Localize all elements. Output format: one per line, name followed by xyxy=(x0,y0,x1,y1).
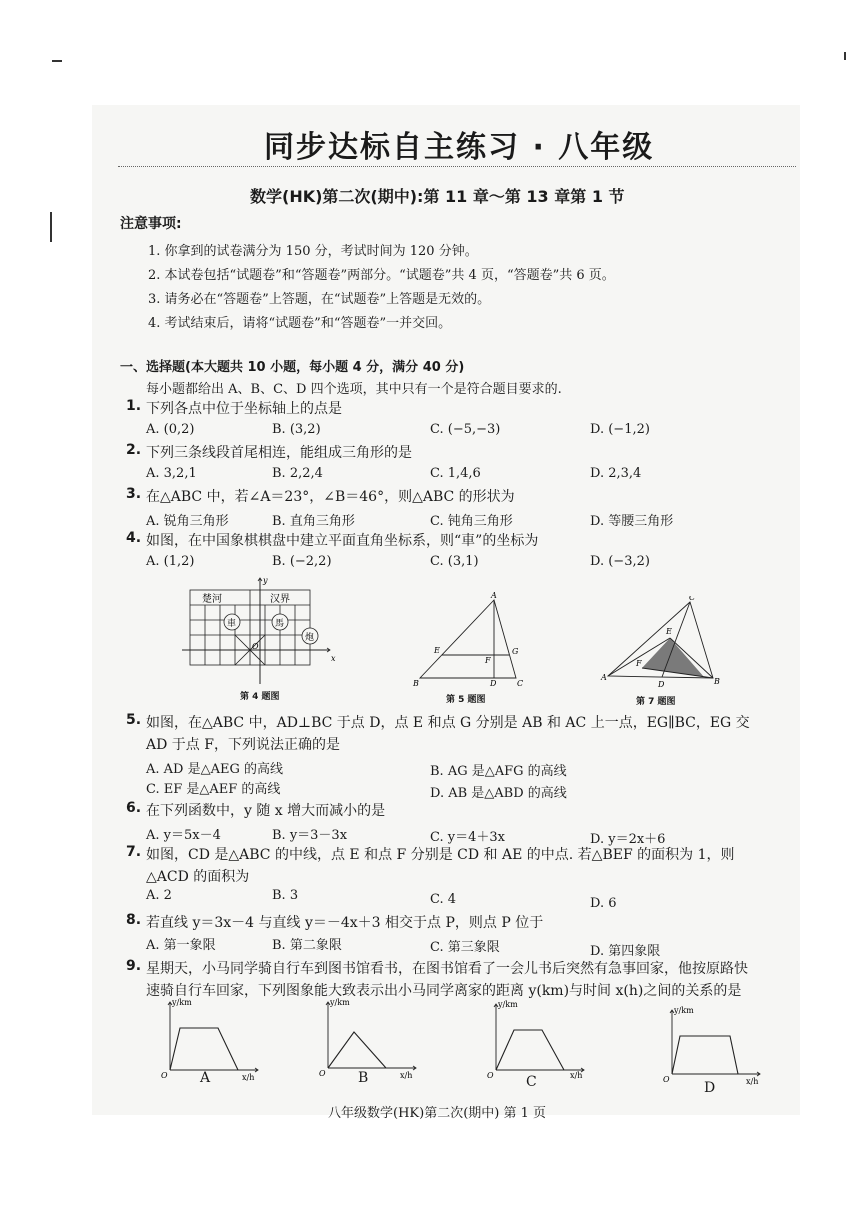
question-number: 8. xyxy=(126,912,142,928)
question-number: 9. xyxy=(126,958,142,974)
note-item: 3. 请务必在“答题卷”上答题，在“试题卷”上答题是无效的。 xyxy=(148,292,491,307)
graph-option-b xyxy=(316,996,426,1088)
piece-ma: 馬 xyxy=(275,619,285,629)
section-intro: 每小题都给出 A、B、C、D 四个选项，其中只有一个是符合题目要求的. xyxy=(146,382,562,397)
page-title: 同步达标自主练习 · 八年级 xyxy=(264,130,655,165)
question-stem: 星期天，小马同学骑自行车到图书馆看书，在图书馆看了一会儿书后突然有急事回家，他按原路快 xyxy=(146,961,748,977)
point-e-label: E xyxy=(434,646,440,655)
question-number: 4. xyxy=(126,530,142,546)
origin-label: O xyxy=(161,1071,168,1080)
section-heading: 一、选择题(本大题共 10 小题，每小题 4 分，满分 40 分) xyxy=(120,360,465,375)
note-item: 1. 你拿到的试卷满分为 150 分，考试时间为 120 分钟。 xyxy=(148,244,478,259)
option-c: C. y＝4＋3x xyxy=(430,830,505,845)
option-b: B. y＝3－3x xyxy=(272,828,348,843)
question-number: 5. xyxy=(126,712,142,728)
option-a: A. 第一象限 xyxy=(146,938,216,953)
x-axis-label: x xyxy=(331,654,336,663)
option-d: D. 6 xyxy=(590,896,617,911)
question-stem: 若直线 y＝3x－4 与直线 y＝－4x＋3 相交于点 P，则点 P 位于 xyxy=(146,915,544,931)
question-stem-cont: AD 于点 F，下列说法正确的是 xyxy=(146,737,340,753)
option-b: B. 3 xyxy=(272,888,299,903)
point-e-label: E xyxy=(666,627,672,636)
question-stem: 下列三条线段首尾相连，能组成三角形的是 xyxy=(146,445,412,461)
river-left-label: 楚河 xyxy=(202,594,222,605)
option-d: D. AB 是△ABD 的高线 xyxy=(430,786,567,801)
option-d: D. 2,3,4 xyxy=(590,466,642,481)
x-axis-label: x/h xyxy=(242,1073,255,1082)
option-c: C. (3,1) xyxy=(430,554,479,569)
graph-label-d: D xyxy=(704,1080,716,1096)
option-a: A. 3,2,1 xyxy=(146,466,197,481)
vertex-a-label: A xyxy=(601,673,607,682)
origin-label: O xyxy=(663,1075,670,1084)
question-number: 7. xyxy=(126,844,142,860)
option-a: A. y＝5x－4 xyxy=(146,828,221,843)
option-c: C. 第三象限 xyxy=(430,940,500,955)
graph-label-a: A xyxy=(200,1070,211,1086)
option-a: A. (0,2) xyxy=(146,422,195,437)
piece-che: 車 xyxy=(227,619,237,629)
option-d: D. 等腰三角形 xyxy=(590,514,674,529)
vertex-b-label: B xyxy=(413,679,419,688)
graph-label-c: C xyxy=(526,1074,537,1090)
question-stem: 下列各点中位于坐标轴上的点是 xyxy=(146,401,342,417)
y-axis-label: y/km xyxy=(172,998,192,1007)
point-d-label: D xyxy=(658,680,665,688)
option-c: C. 钝角三角形 xyxy=(430,514,513,529)
scan-mark xyxy=(52,60,62,62)
notes-heading: 注意事项: xyxy=(120,216,182,232)
option-d: D. y＝2x＋6 xyxy=(590,832,666,847)
scan-mark xyxy=(50,212,52,242)
option-b: B. AG 是△AFG 的高线 xyxy=(430,764,567,779)
figure-5-triangle xyxy=(412,592,537,688)
note-item: 2. 本试卷包括“试题卷”和“答题卷”两部分。“试题卷”共 4 页，“答题卷”共 6 页。 xyxy=(148,268,615,283)
option-c: C. EF 是△AEF 的高线 xyxy=(146,782,281,797)
question-number: 6. xyxy=(126,800,142,816)
y-axis-label: y/km xyxy=(498,1000,518,1009)
question-stem: 在△ABC 中，若∠A＝23°，∠B＝46°，则△ABC 的形状为 xyxy=(146,489,515,505)
x-axis-label: x/h xyxy=(400,1071,413,1080)
graph-label-b: B xyxy=(358,1070,369,1086)
figure-7-triangle xyxy=(600,596,725,688)
option-c: C. (−5,−3) xyxy=(430,422,501,437)
option-a: A. AD 是△AEG 的高线 xyxy=(146,762,283,777)
page-subtitle: 数学(HK)第二次(期中):第 11 章～第 13 章第 1 节 xyxy=(250,187,625,206)
option-c: C. 4 xyxy=(430,892,457,907)
question-number: 3. xyxy=(126,486,142,502)
figure-7-caption: 第 7 题图 xyxy=(636,697,676,707)
question-stem: 如图，CD 是△ABC 的中线，点 E 和点 F 分别是 CD 和 AE 的中点. 若△BEF 的面积为 1，则 xyxy=(146,847,735,863)
figure-4-chessboard xyxy=(180,574,340,694)
vertex-a-label: A xyxy=(491,592,497,600)
question-stem-cont: 速骑自行车回家，下列图象能大致表示出小马同学离家的距离 y(km)与时间 x(h)之间的关系的是 xyxy=(146,983,742,999)
x-axis-label: x/h xyxy=(746,1077,759,1086)
river-right-label: 汉界 xyxy=(270,594,290,605)
option-b: B. 直角三角形 xyxy=(272,514,355,529)
shaded-triangle xyxy=(642,638,704,677)
point-f-label: F xyxy=(485,656,491,665)
note-item: 4. 考试结束后，请将“试题卷”和“答题卷”一并交回。 xyxy=(148,316,452,331)
graph-option-a xyxy=(158,996,268,1088)
figure-4-caption: 第 4 题图 xyxy=(240,692,280,702)
option-a: A. 2 xyxy=(146,888,172,903)
point-g-label: G xyxy=(512,647,519,656)
vertex-c-label: C xyxy=(689,596,696,602)
option-b: B. (3,2) xyxy=(272,422,321,437)
y-axis-label: y xyxy=(263,576,268,585)
origin-label: O xyxy=(487,1071,494,1080)
piece-pao: 炮 xyxy=(305,633,315,643)
question-stem: 如图，在△ABC 中，AD⊥BC 于点 D，点 E 和点 G 分别是 AB 和 AC 上一点，EG∥BC，EG 交 xyxy=(146,715,750,731)
graph-option-c xyxy=(484,998,594,1090)
option-b: B. (−2,2) xyxy=(272,554,332,569)
y-axis-label: y/km xyxy=(674,1006,694,1015)
question-number: 2. xyxy=(126,442,142,458)
option-d: D. (−1,2) xyxy=(590,422,650,437)
point-f-label: F xyxy=(636,659,642,668)
option-a: A. (1,2) xyxy=(146,554,195,569)
y-axis-label: y/km xyxy=(330,998,350,1007)
scan-mark xyxy=(844,52,846,60)
question-stem: 如图，在中国象棋棋盘中建立平面直角坐标系，则“車”的坐标为 xyxy=(146,533,539,549)
option-c: C. 1,4,6 xyxy=(430,466,481,481)
option-b: B. 第二象限 xyxy=(272,938,342,953)
title-divider xyxy=(118,166,796,167)
point-d-label: D xyxy=(490,679,497,688)
question-stem: 在下列函数中，y 随 x 增大而减小的是 xyxy=(146,803,386,819)
question-stem-cont: △ACD 的面积为 xyxy=(146,869,250,885)
option-b: B. 2,2,4 xyxy=(272,466,323,481)
origin-label: O xyxy=(319,1069,326,1078)
option-a: A. 锐角三角形 xyxy=(146,514,229,529)
page-footer: 八年级数学(HK)第二次(期中) 第 1 页 xyxy=(328,1106,547,1121)
vertex-c-label: C xyxy=(517,679,524,688)
vertex-b-label: B xyxy=(714,677,720,686)
figure-5-caption: 第 5 题图 xyxy=(446,695,486,705)
option-d: D. 第四象限 xyxy=(590,944,661,959)
question-number: 1. xyxy=(126,398,142,414)
x-axis-label: x/h xyxy=(570,1071,583,1080)
origin-label: O xyxy=(252,642,259,651)
option-d: D. (−3,2) xyxy=(590,554,650,569)
